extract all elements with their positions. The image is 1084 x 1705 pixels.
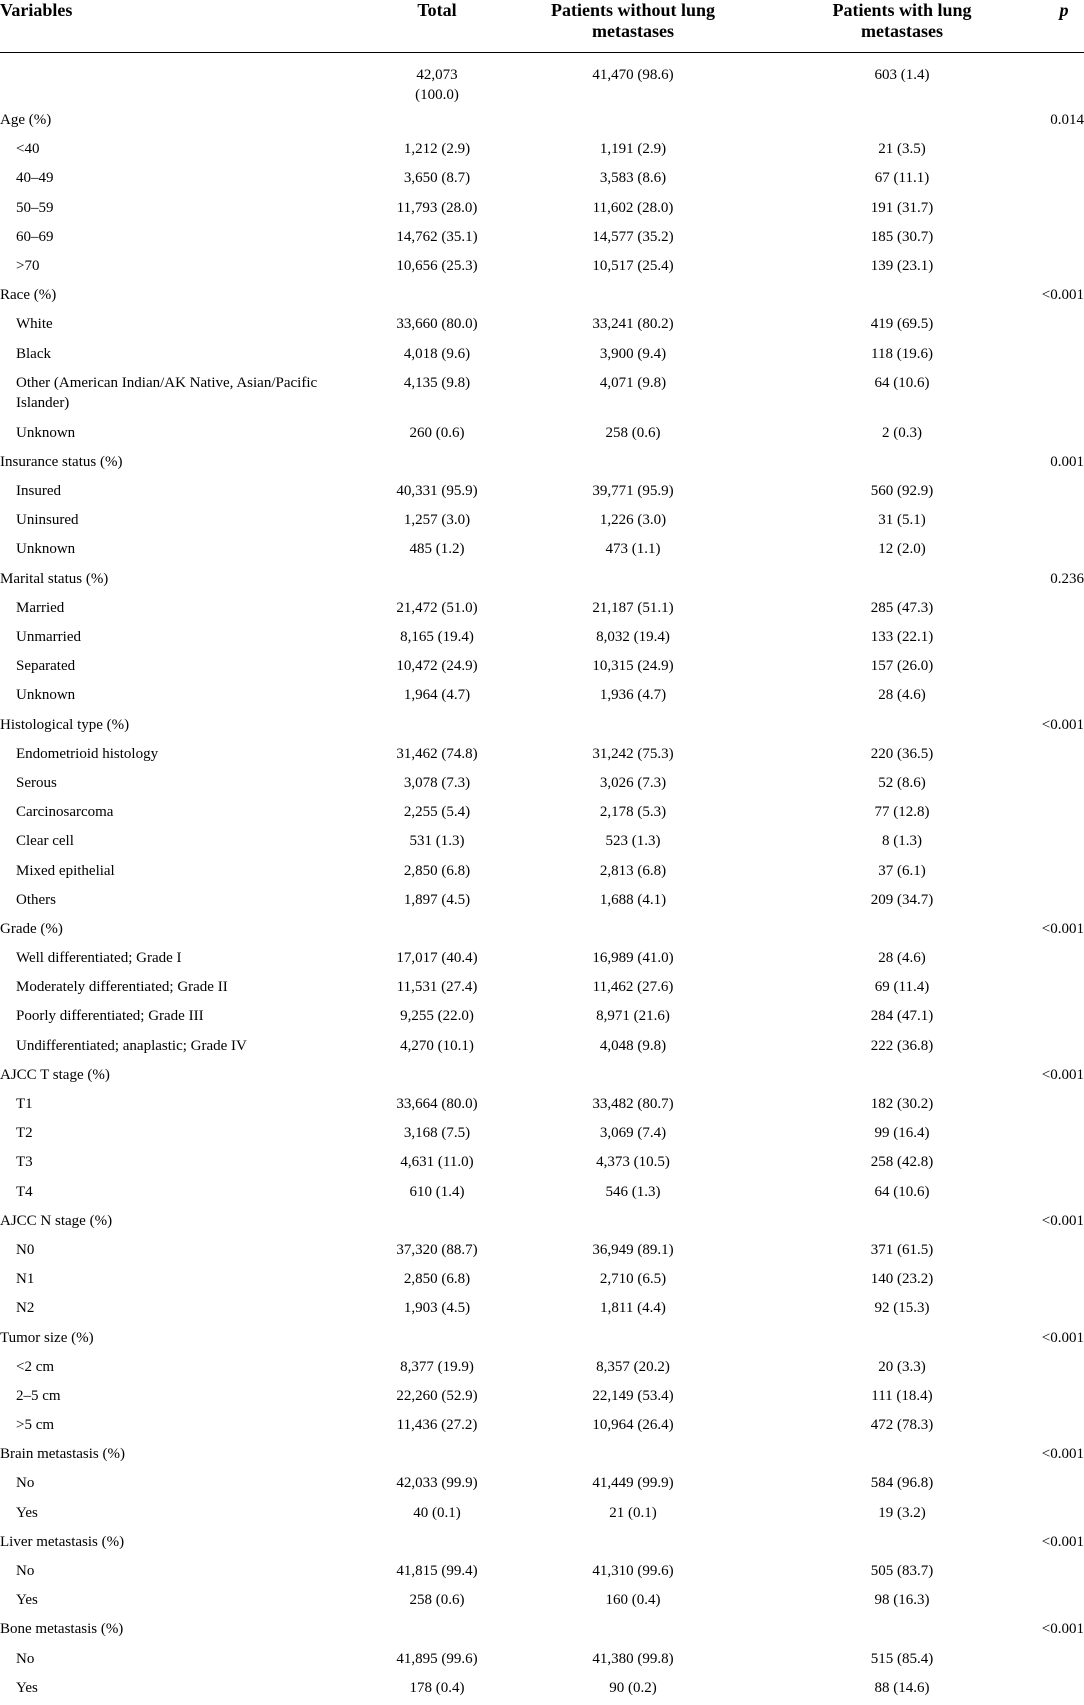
with-cell: 560 (92.9) [870,483,934,500]
row-label: Serous [16,774,57,791]
row-label: Others [16,891,56,908]
group-label: Marital status (%) [0,570,109,587]
total-cell: 8,377 (19.9) [400,1358,474,1375]
overall-with: 603 (1.4) [874,67,930,83]
header-variables: Variables [0,0,73,20]
with-cell: 140 (23.2) [870,1271,934,1288]
row-label: Unknown [16,541,76,558]
without-cell: 36,949 (89.1) [592,1241,674,1258]
row-label: Endometrioid histology [16,745,159,762]
total-cell: 260 (0.6) [409,424,465,441]
group-row [0,281,1084,310]
total-cell: 31,462 (74.8) [396,745,478,762]
row-label: No [16,1563,35,1579]
row-label: 50–59 [16,199,54,216]
row-label: 60–69 [16,228,54,245]
row-label: Separated [16,658,76,675]
table-row [0,1002,1084,1031]
row-label: 2–5 cm [16,1387,61,1404]
group-label: Tumor size (%) [0,1329,94,1346]
table-row [0,681,1084,710]
total-cell: 3,168 (7.5) [403,1125,471,1142]
overall-total-percent: (100.0) [415,87,459,103]
total-cell: 178 (0.4) [409,1679,465,1696]
total-cell: 9,255 (22.0) [400,1008,474,1025]
without-cell: 2,813 (6.8) [599,862,667,879]
with-cell: 88 (14.6) [874,1679,930,1696]
row-label: Yes [16,1592,38,1609]
row-label: N0 [16,1241,35,1258]
group-label: Grade (%) [0,920,63,937]
table-row [0,506,1084,535]
total-cell: 41,895 (99.6) [396,1650,478,1667]
without-cell: 258 (0.6) [605,424,661,441]
table-row [0,252,1084,281]
without-cell: 33,482 (80.7) [592,1096,674,1112]
without-cell: 1,191 (2.9) [599,141,667,158]
group-row [0,565,1084,594]
total-cell: 8,165 (19.4) [400,629,474,645]
total-cell: 2,850 (6.8) [403,1271,471,1288]
total-cell: 22,260 (52.9) [396,1387,478,1404]
total-cell: 11,793 (28.0) [396,199,478,216]
row-label: Clear cell [16,833,74,850]
total-cell: 1,964 (4.7) [403,687,471,704]
group-row [0,1615,1084,1644]
total-cell: 42,033 (99.9) [396,1475,478,1492]
without-cell: 523 (1.3) [605,833,661,850]
with-cell: 584 (96.8) [870,1475,934,1492]
with-cell: 258 (42.8) [870,1154,934,1171]
with-cell: 98 (16.3) [874,1592,930,1609]
group-label: Liver metastasis (%) [0,1533,125,1550]
total-cell: 1,257 (3.0) [403,512,471,529]
table-row [0,135,1084,164]
row-label: No [16,1475,35,1492]
overall-total [385,65,489,105]
row-label: N1 [16,1271,35,1288]
overall-total-count: 42,073 [416,67,458,83]
with-cell: 185 (30.7) [870,228,934,245]
overall-without: 41,470 (98.6) [592,67,674,83]
total-cell: 1,903 (4.5) [403,1300,471,1317]
overall-row [0,53,1084,106]
table-row [0,857,1084,886]
group-label: Insurance status (%) [0,453,123,470]
table-row [0,1353,1084,1382]
table-row [0,369,1084,419]
without-cell: 90 (0.2) [609,1679,657,1696]
with-cell: 77 (12.8) [874,804,930,821]
p-value: <0.001 [1041,1533,1084,1550]
p-value: <0.001 [1041,1212,1084,1229]
with-cell: 21 (3.5) [878,141,926,158]
total-cell: 10,472 (24.9) [396,658,478,675]
table-row [0,798,1084,827]
total-cell: 40 (0.1) [413,1504,461,1521]
with-cell: 8 (1.3) [882,833,922,850]
row-label: No [16,1650,35,1667]
table-row [0,1382,1084,1411]
with-cell: 2 (0.3) [882,424,922,441]
table-row [0,944,1084,973]
table-row [0,623,1084,652]
row-label: Unknown [16,687,76,704]
table-row [0,594,1084,623]
total-cell: 610 (1.4) [409,1183,465,1200]
total-cell: 2,850 (6.8) [403,862,471,879]
with-cell: 92 (15.3) [874,1300,930,1317]
header-p-value: p [1059,0,1069,20]
table-row [0,769,1084,798]
total-cell: 4,135 (9.8) [403,374,471,391]
row-label: Carcinosarcoma [16,804,114,821]
row-label: Uninsured [16,512,79,529]
row-label: Other (American Indian/AK Native, Asian/Pacific Islander) [16,374,318,411]
without-cell: 473 (1.1) [605,541,661,558]
table-row [0,652,1084,681]
p-value: <0.001 [1041,287,1084,304]
total-cell: 14,762 (35.1) [396,228,478,245]
p-value: <0.001 [1041,716,1084,733]
table-row [0,1499,1084,1528]
with-cell: 28 (4.6) [878,687,926,704]
with-cell: 182 (30.2) [870,1096,934,1112]
with-cell: 19 (3.2) [878,1504,926,1521]
total-cell: 10,656 (25.3) [396,257,478,274]
table-row [0,1148,1084,1177]
row-label: Mixed epithelial [16,862,115,879]
group-row [0,448,1084,477]
total-cell: 11,531 (27.4) [396,979,478,996]
total-cell: 4,270 (10.1) [400,1037,474,1054]
group-row [0,711,1084,740]
table-body [0,106,1084,1703]
row-label: White [16,316,53,333]
row-label: T2 [16,1125,33,1142]
without-cell: 3,583 (8.6) [599,170,667,187]
without-cell: 160 (0.4) [605,1592,661,1609]
table-row [0,886,1084,915]
with-cell: 12 (2.0) [878,541,926,558]
total-cell: 1,212 (2.9) [403,141,471,158]
table-row [0,1294,1084,1323]
total-cell: 258 (0.6) [409,1592,465,1609]
without-cell: 8,971 (21.6) [596,1008,670,1025]
without-cell: 41,310 (99.6) [592,1563,674,1579]
row-label: Insured [16,483,61,500]
table-row [0,1178,1084,1207]
without-cell: 33,241 (80.2) [592,316,674,333]
without-cell: 3,026 (7.3) [599,774,667,791]
table-row [0,1557,1084,1586]
table-row [0,340,1084,369]
row-label: N2 [16,1300,35,1317]
total-cell: 4,018 (9.6) [403,345,471,362]
total-cell: 3,078 (7.3) [403,774,471,791]
table-row [0,1032,1084,1061]
table-row [0,223,1084,252]
with-cell: 157 (26.0) [870,658,934,675]
with-cell: 133 (22.1) [870,629,934,645]
table-row [0,310,1084,339]
without-cell: 8,032 (19.4) [596,629,670,645]
table-row [0,1411,1084,1440]
with-cell: 472 (78.3) [870,1417,934,1434]
without-cell: 4,071 (9.8) [599,374,667,391]
without-cell: 1,688 (4.1) [599,891,667,908]
without-cell: 4,373 (10.5) [596,1154,670,1171]
with-cell: 220 (36.5) [870,745,934,762]
group-label: Age (%) [0,112,52,128]
table-row [0,740,1084,769]
header-with-lung-metastases: Patients with lung metastases [832,0,972,41]
with-cell: 69 (11.4) [874,979,930,996]
table-row [0,164,1084,193]
with-cell: 67 (11.1) [874,170,930,187]
without-cell: 22,149 (53.4) [592,1387,674,1404]
with-cell: 99 (16.4) [874,1125,930,1142]
table-row [0,419,1084,448]
without-cell: 11,462 (27.6) [592,979,674,996]
group-label: AJCC N stage (%) [0,1212,113,1229]
with-cell: 515 (85.4) [870,1650,934,1667]
with-cell: 209 (34.7) [870,891,934,908]
group-row [0,1061,1084,1090]
without-cell: 11,602 (28.0) [592,199,674,216]
row-label: >5 cm [16,1417,55,1434]
total-cell: 33,660 (80.0) [396,316,478,333]
without-cell: 1,226 (3.0) [599,512,667,529]
total-cell: 40,331 (95.9) [396,483,478,500]
with-cell: 371 (61.5) [870,1241,934,1258]
group-label: Bone metastasis (%) [0,1621,124,1638]
with-cell: 284 (47.1) [870,1008,934,1025]
row-label: Black [16,345,51,362]
row-label: T4 [16,1183,33,1200]
row-label: Yes [16,1679,38,1696]
group-label: Race (%) [0,287,57,304]
without-cell: 21,187 (51.1) [592,599,674,616]
without-cell: 3,900 (9.4) [599,345,667,362]
table-row [0,1469,1084,1498]
p-value: <0.001 [1041,1621,1084,1638]
table-row [0,1236,1084,1265]
with-cell: 20 (3.3) [878,1358,926,1375]
row-label: T3 [16,1154,33,1171]
without-cell: 31,242 (75.3) [592,745,674,762]
without-cell: 16,989 (41.0) [592,950,674,967]
with-cell: 222 (36.8) [870,1037,934,1054]
row-label: Poorly differentiated; Grade III [16,1008,204,1025]
table-row [0,194,1084,223]
total-cell: 37,320 (88.7) [396,1241,478,1258]
without-cell: 2,178 (5.3) [599,804,667,821]
header-total: Total [417,0,457,20]
table-row [0,1119,1084,1148]
without-cell: 10,517 (25.4) [592,257,674,274]
with-cell: 118 (19.6) [871,345,933,362]
group-row [0,1440,1084,1469]
total-cell: 3,650 (8.7) [403,170,471,187]
with-cell: 31 (5.1) [878,512,926,529]
with-cell: 419 (69.5) [870,316,934,333]
without-cell: 10,315 (24.9) [592,658,674,675]
row-label: Undifferentiated; anaplastic; Grade IV [16,1037,247,1054]
without-cell: 21 (0.1) [609,1504,657,1521]
row-label: T1 [16,1096,33,1112]
table-row [0,827,1084,856]
total-cell: 17,017 (40.4) [396,950,478,967]
with-cell: 191 (31.7) [870,199,934,216]
p-value: 0.236 [1050,570,1084,587]
table-row [0,1645,1084,1674]
with-cell: 505 (83.7) [870,1563,934,1579]
total-cell: 21,472 (51.0) [396,599,478,616]
row-label: 40–49 [16,170,54,187]
p-value: <0.001 [1041,1446,1084,1463]
without-cell: 2,710 (6.5) [599,1271,667,1288]
group-label: Histological type (%) [0,716,130,733]
without-cell: 14,577 (35.2) [592,228,674,245]
table-header [0,0,1084,53]
with-cell: 64 (10.6) [874,374,930,391]
row-label: Moderately differentiated; Grade II [16,979,228,996]
row-label: Married [16,599,65,616]
p-value: 0.001 [1050,453,1084,470]
table-row [0,1674,1084,1703]
table-row [0,535,1084,564]
p-value: <0.001 [1041,1066,1084,1083]
p-value: <0.001 [1041,1329,1084,1346]
total-cell: 41,815 (99.4) [396,1563,478,1579]
group-row [0,106,1084,135]
p-value: 0.014 [1050,112,1084,128]
row-label: Unmarried [16,629,81,645]
without-cell: 41,449 (99.9) [592,1475,674,1492]
header-without-lung-metastases: Patients without lung metastases [550,0,716,41]
with-cell: 64 (10.6) [874,1183,930,1200]
without-cell: 546 (1.3) [605,1183,661,1200]
without-cell: 3,069 (7.4) [599,1125,667,1142]
p-value: <0.001 [1041,920,1084,937]
total-cell: 485 (1.2) [409,541,465,558]
total-cell: 1,897 (4.5) [403,891,471,908]
with-cell: 285 (47.3) [870,599,934,616]
total-cell: 531 (1.3) [409,833,465,850]
with-cell: 28 (4.6) [878,950,926,967]
table-row [0,1265,1084,1294]
total-cell: 11,436 (27.2) [396,1417,478,1434]
without-cell: 4,048 (9.8) [599,1037,667,1054]
total-cell: 2,255 (5.4) [403,804,471,821]
row-label: Unknown [16,424,76,441]
group-label: Brain metastasis (%) [0,1446,125,1463]
without-cell: 10,964 (26.4) [592,1417,674,1434]
group-label: AJCC T stage (%) [0,1066,110,1083]
group-row [0,1324,1084,1353]
table-row [0,477,1084,506]
table-row [0,1586,1084,1615]
without-cell: 39,771 (95.9) [592,483,674,500]
without-cell: 41,380 (99.8) [592,1650,674,1667]
with-cell: 111 (18.4) [871,1387,933,1404]
without-cell: 1,936 (4.7) [599,687,667,704]
row-label: Yes [16,1504,38,1521]
table-row [0,973,1084,1002]
table-row [0,1090,1084,1119]
row-label: <40 [16,141,40,158]
total-cell: 4,631 (11.0) [400,1154,474,1171]
without-cell: 8,357 (20.2) [596,1358,670,1375]
with-cell: 52 (8.6) [878,774,926,791]
row-label: Well differentiated; Grade I [16,950,182,967]
row-label: >70 [16,257,40,274]
with-cell: 139 (23.1) [870,257,934,274]
total-cell: 33,664 (80.0) [396,1096,478,1112]
group-row [0,1528,1084,1557]
group-row [0,1207,1084,1236]
group-row [0,915,1084,944]
with-cell: 37 (6.1) [878,862,926,879]
row-label: <2 cm [16,1358,55,1375]
without-cell: 1,811 (4.4) [600,1300,666,1317]
